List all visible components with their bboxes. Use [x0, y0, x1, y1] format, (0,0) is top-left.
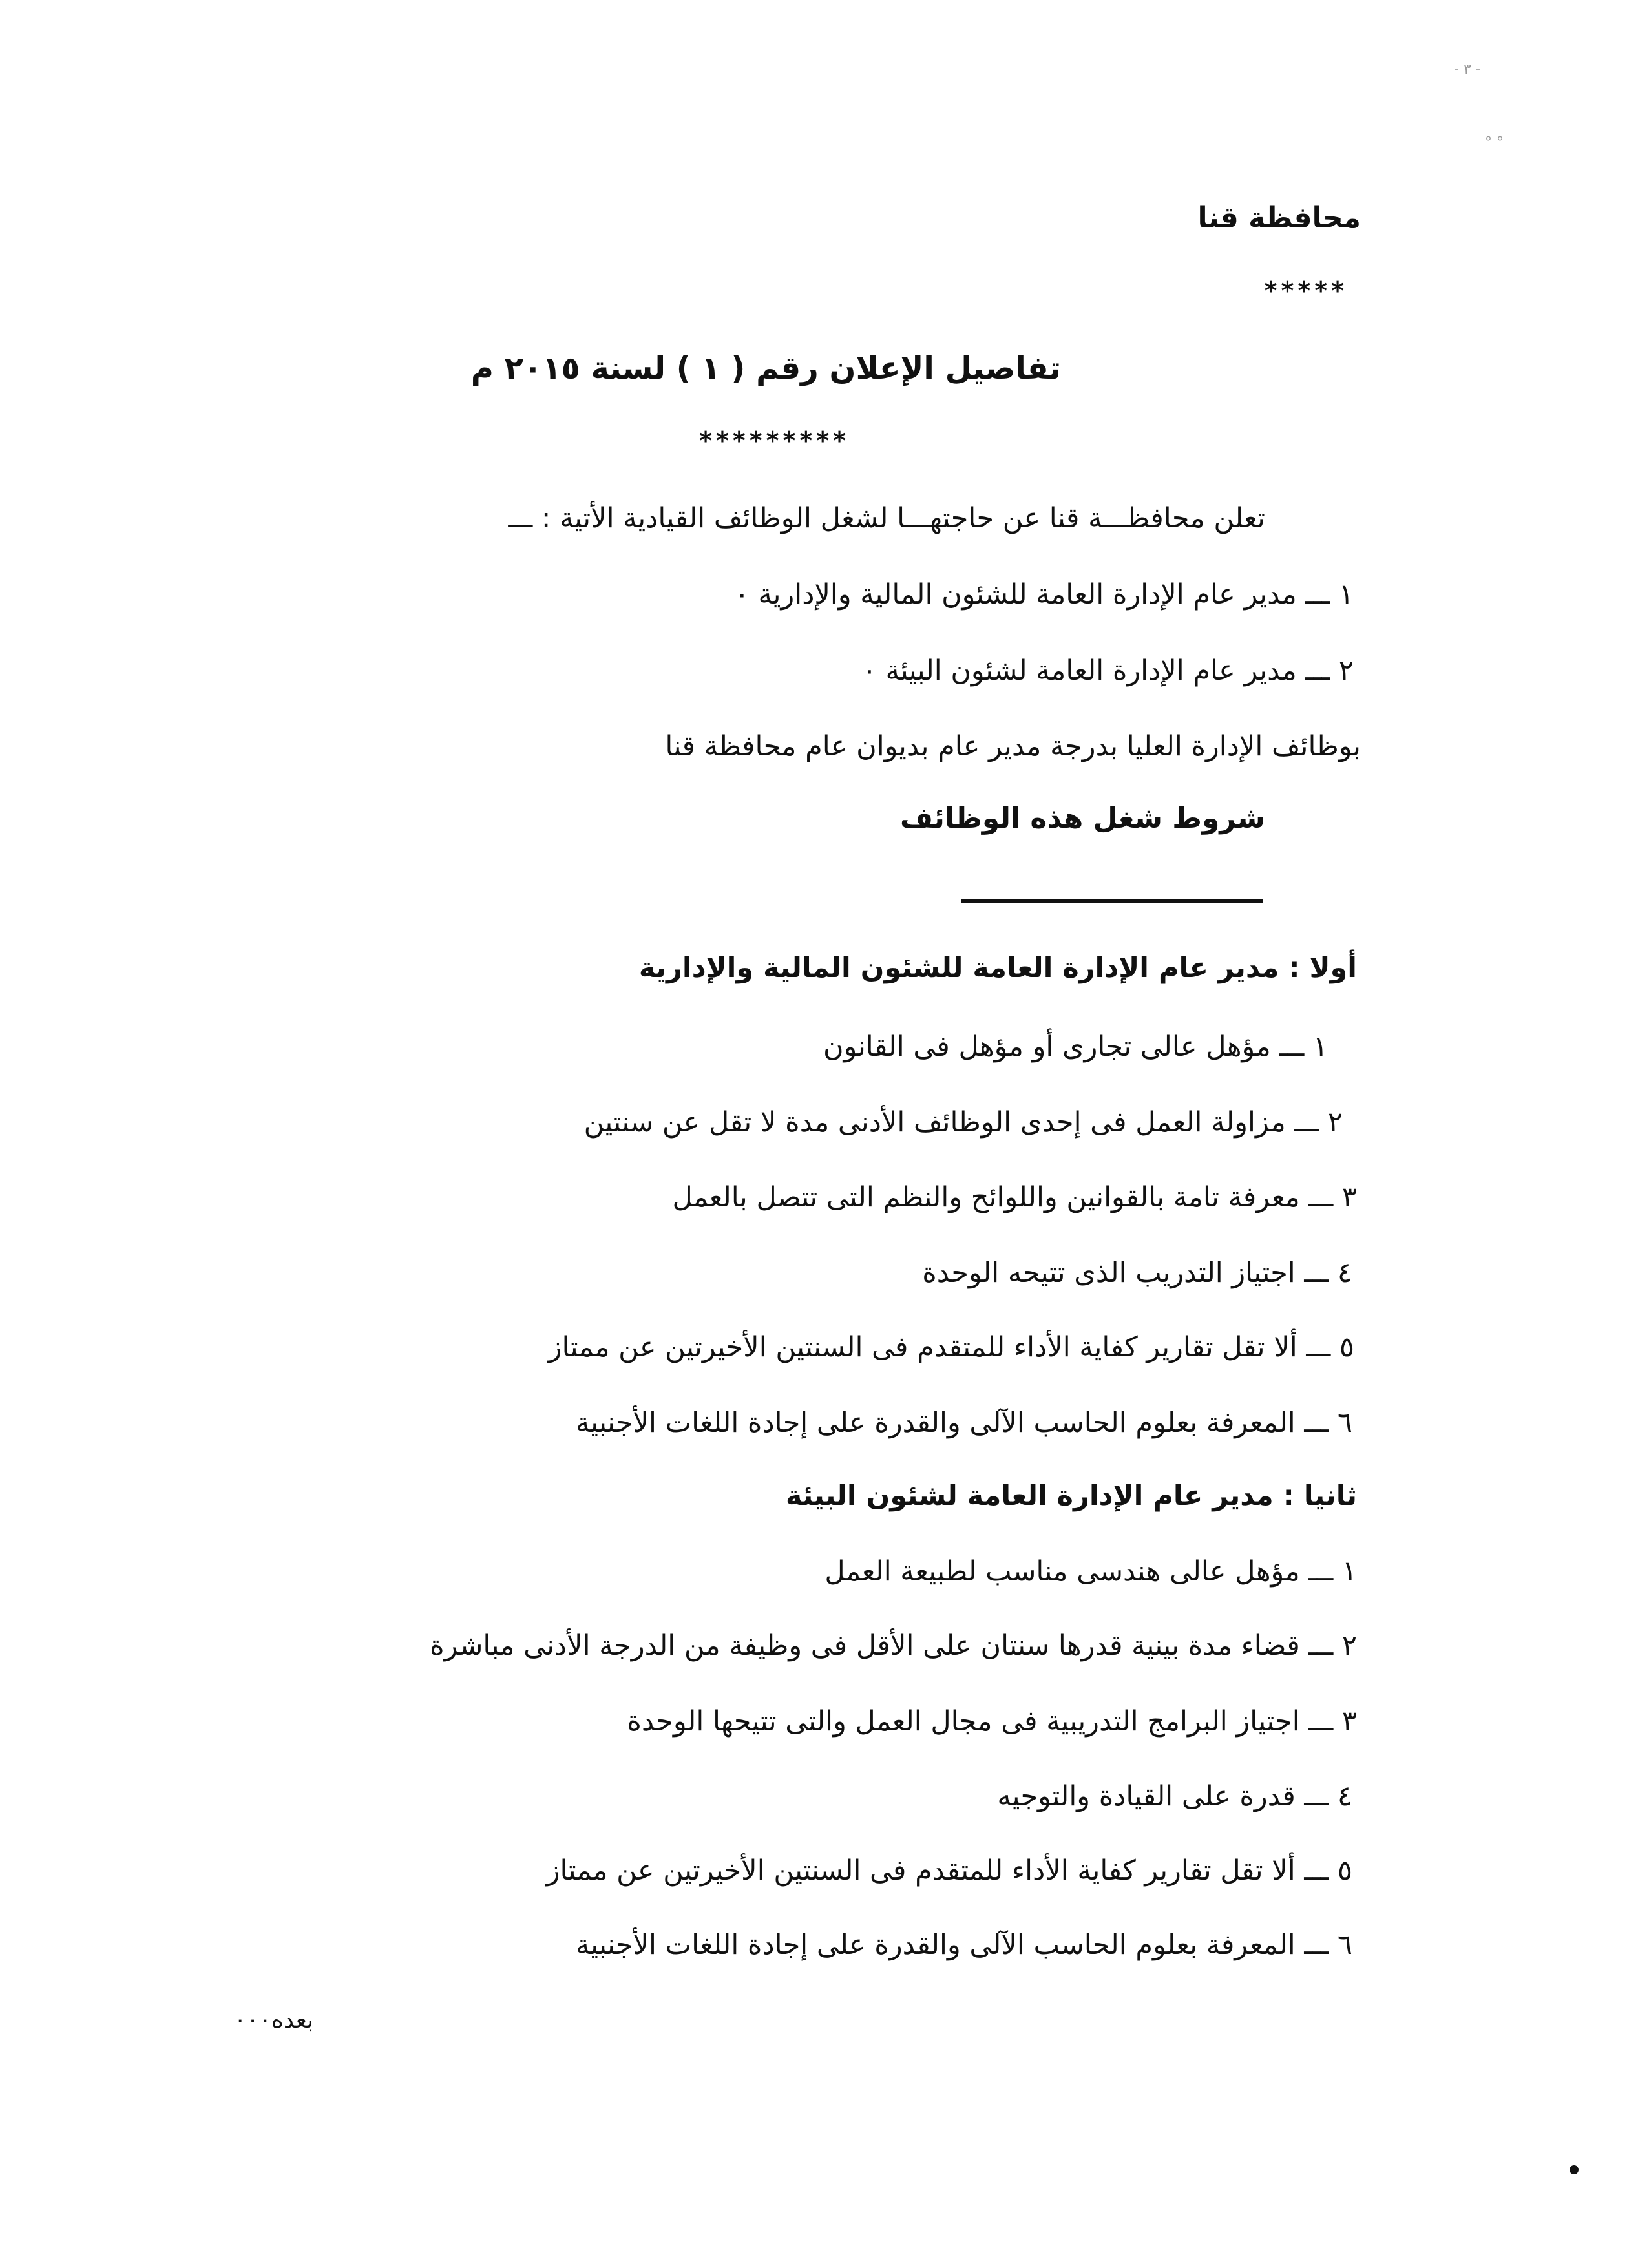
section-title: ثانيا : مدير عام الإدارة العامة لشئون البيئة: [786, 1480, 1357, 1512]
section-title: أولا : مدير عام الإدارة العامة للشئون المالية والإدارية: [638, 952, 1357, 984]
stars-separator-short: *****: [1264, 277, 1348, 305]
position-item: ١ ـــ مدير عام الإدارة العامة للشئون المالية والإدارية ٠: [734, 578, 1354, 611]
stars-separator-long: *********: [699, 426, 850, 455]
condition-item: ٤ ـــ اجتياز التدريب الذى تتيحه الوحدة: [922, 1257, 1352, 1289]
scan-speck: [1570, 2165, 1579, 2174]
position-item: ٢ ـــ مدير عام الإدارة العامة لشئون البيئة ٠: [861, 655, 1354, 687]
scan-mark: - ٣ -: [1454, 61, 1481, 78]
condition-item: ٦ ـــ المعرفة بعلوم الحاسب الآلى والقدرة على إجادة اللغات الأجنبية: [575, 1407, 1352, 1439]
condition-item: ١ ـــ مؤهل عالى تجارى أو مؤهل فى القانون: [823, 1031, 1328, 1063]
heading-underline: [961, 899, 1263, 903]
condition-item: ٣ ـــ معرفة تامة بالقوانين واللوائح والنظم التى تتصل بالعمل: [672, 1181, 1357, 1213]
conditions-heading: شروط شغل هذه الوظائف: [900, 802, 1265, 835]
condition-item: ٢ ـــ مزاولة العمل فى إحدى الوظائف الأدنى مدة لا تقل عن سنتين: [583, 1106, 1343, 1139]
condition-item: ٦ ـــ المعرفة بعلوم الحاسب الآلى والقدرة على إجادة اللغات الأجنبية: [575, 1929, 1352, 1961]
condition-item: ٣ ـــ اجتياز البرامج التدريبية فى مجال العمل والتى تتيحها الوحدة: [627, 1705, 1357, 1738]
condition-item: ٥ ـــ ألا تقل تقارير كفاية الأداء للمتقدم فى السنتين الأخيرتين عن ممتاز: [548, 1331, 1354, 1363]
governorate-name: محافظة قنا: [1197, 202, 1361, 235]
condition-item: ٤ ـــ قدرة على القيادة والتوجيه: [997, 1780, 1352, 1812]
condition-item: ٥ ـــ ألا تقل تقارير كفاية الأداء للمتقدم فى السنتين الأخيرتين عن ممتاز: [546, 1854, 1352, 1887]
announcement-text: تعلن محافظـــة قنا عن حاجتهـــا لشغل الوظائف القيادية الأتية : ـــ: [508, 502, 1265, 534]
condition-item: ١ ـــ مؤهل عالى هندسى مناسب لطبيعة العمل: [824, 1555, 1357, 1588]
scan-mark-small: ° °: [1485, 134, 1504, 151]
continued-note: بعده٠٠٠: [234, 2007, 314, 2033]
announcement-title: تفاصيل الإعلان رقم ( ١ ) لسنة ٢٠١٥ م: [470, 350, 1061, 386]
positions-scope: بوظائف الإدارة العليا بدرجة مدير عام بديوان عام محافظة قنا: [665, 730, 1361, 762]
condition-item: ٢ ـــ قضاء مدة بينية قدرها سنتان على الأقل فى وظيفة من الدرجة الأدنى مباشرة: [430, 1630, 1357, 1662]
